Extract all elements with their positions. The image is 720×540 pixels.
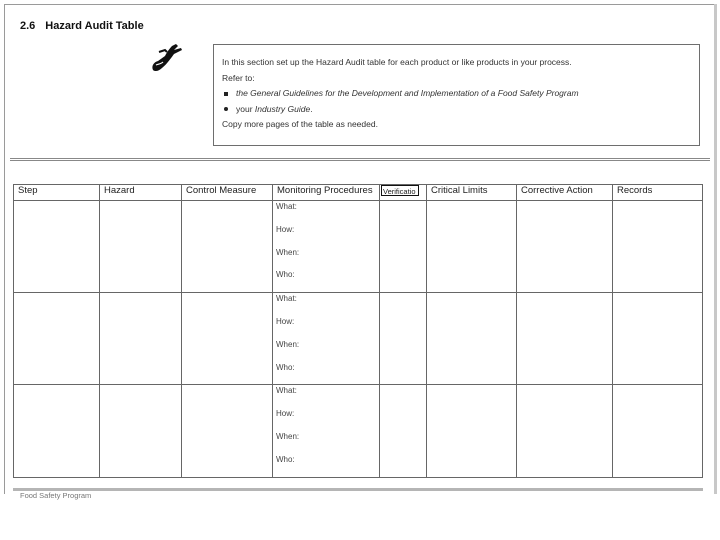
monitoring-when-label: When:	[276, 339, 300, 349]
reference-item-industry-guide	[222, 102, 691, 118]
hazard-audit-table	[13, 184, 703, 478]
column-header-corrective-action: Corrective Action	[517, 185, 613, 201]
instructions-outro: Copy more pages of the table as needed.	[222, 119, 378, 129]
monitoring-how-label: How:	[276, 316, 295, 326]
critical-limits-cell[interactable]	[427, 293, 517, 385]
section-number: 2.6	[20, 20, 36, 32]
hazard-cell[interactable]	[100, 293, 182, 385]
divider-line	[10, 160, 710, 161]
pointing-hand-icon	[145, 40, 185, 76]
column-header-monitoring-procedures: Monitoring Procedures	[273, 185, 380, 201]
step-cell[interactable]	[14, 201, 100, 293]
verification-cell[interactable]	[380, 293, 427, 385]
table-row	[14, 293, 703, 385]
control-measure-cell[interactable]	[182, 385, 273, 477]
monitoring-cell[interactable]	[273, 385, 380, 477]
critical-limits-cell[interactable]	[427, 201, 517, 293]
monitoring-what-label: What:	[276, 294, 297, 304]
table-row	[14, 385, 703, 477]
monitoring-who-label: Who:	[276, 270, 295, 280]
industry-guide-prefix: your	[236, 103, 253, 114]
monitoring-what-label: What:	[276, 386, 297, 396]
step-cell[interactable]	[14, 385, 100, 477]
round-bullet-icon	[224, 107, 228, 111]
corrective-action-cell[interactable]	[517, 293, 613, 385]
monitoring-what-label: What:	[276, 202, 297, 211]
column-header-records: Records	[613, 185, 703, 201]
table-header-row	[14, 185, 703, 201]
reference-item-guidelines	[222, 86, 691, 102]
records-cell[interactable]	[613, 385, 703, 477]
page-shadow	[714, 4, 717, 494]
monitoring-how-label: How:	[276, 224, 295, 234]
footer-rule	[13, 488, 703, 491]
monitoring-cell[interactable]	[273, 293, 380, 385]
table-row	[14, 201, 703, 293]
verification-header-textbox[interactable]: Verificatio	[381, 185, 419, 196]
monitoring-when-label: When:	[276, 431, 300, 441]
guidelines-reference: the General Guidelines for the Development and Implementation of a Food Safety Program	[236, 88, 579, 98]
monitoring-who-label: Who:	[276, 454, 295, 464]
section-heading: Hazard Audit Table	[45, 20, 144, 32]
section-title	[20, 20, 144, 32]
industry-guide-suffix: .	[310, 103, 313, 114]
records-cell[interactable]	[613, 201, 703, 293]
square-bullet-icon	[224, 92, 228, 96]
corrective-action-cell[interactable]	[517, 385, 613, 477]
divider-line	[10, 158, 710, 159]
verification-cell[interactable]	[380, 385, 427, 477]
monitoring-when-label: When:	[276, 247, 300, 257]
verification-cell[interactable]	[380, 201, 427, 293]
monitoring-who-label: Who:	[276, 362, 295, 372]
column-header-step: Step	[14, 185, 100, 201]
column-header-control-measure: Control Measure	[182, 185, 273, 201]
column-header-critical-limits: Critical Limits	[427, 185, 517, 201]
control-measure-cell[interactable]	[182, 293, 273, 385]
footer-label: Food Safety Program	[20, 491, 92, 500]
instructions-refer: Refer to:	[222, 72, 255, 83]
corrective-action-cell[interactable]	[517, 201, 613, 293]
records-cell[interactable]	[613, 293, 703, 385]
industry-guide-reference: Industry Guide	[254, 103, 311, 114]
monitoring-how-label: How:	[276, 409, 295, 419]
hazard-cell[interactable]	[100, 201, 182, 293]
monitoring-cell[interactable]	[273, 201, 380, 293]
instructions-box	[213, 44, 700, 146]
hazard-cell[interactable]	[100, 385, 182, 477]
step-cell[interactable]	[14, 293, 100, 385]
instructions-intro: In this section set up the Hazard Audit table for each product or like products in your process.	[222, 57, 572, 67]
control-measure-cell[interactable]	[182, 201, 273, 293]
column-header-hazard: Hazard	[100, 185, 182, 201]
critical-limits-cell[interactable]	[427, 385, 517, 477]
